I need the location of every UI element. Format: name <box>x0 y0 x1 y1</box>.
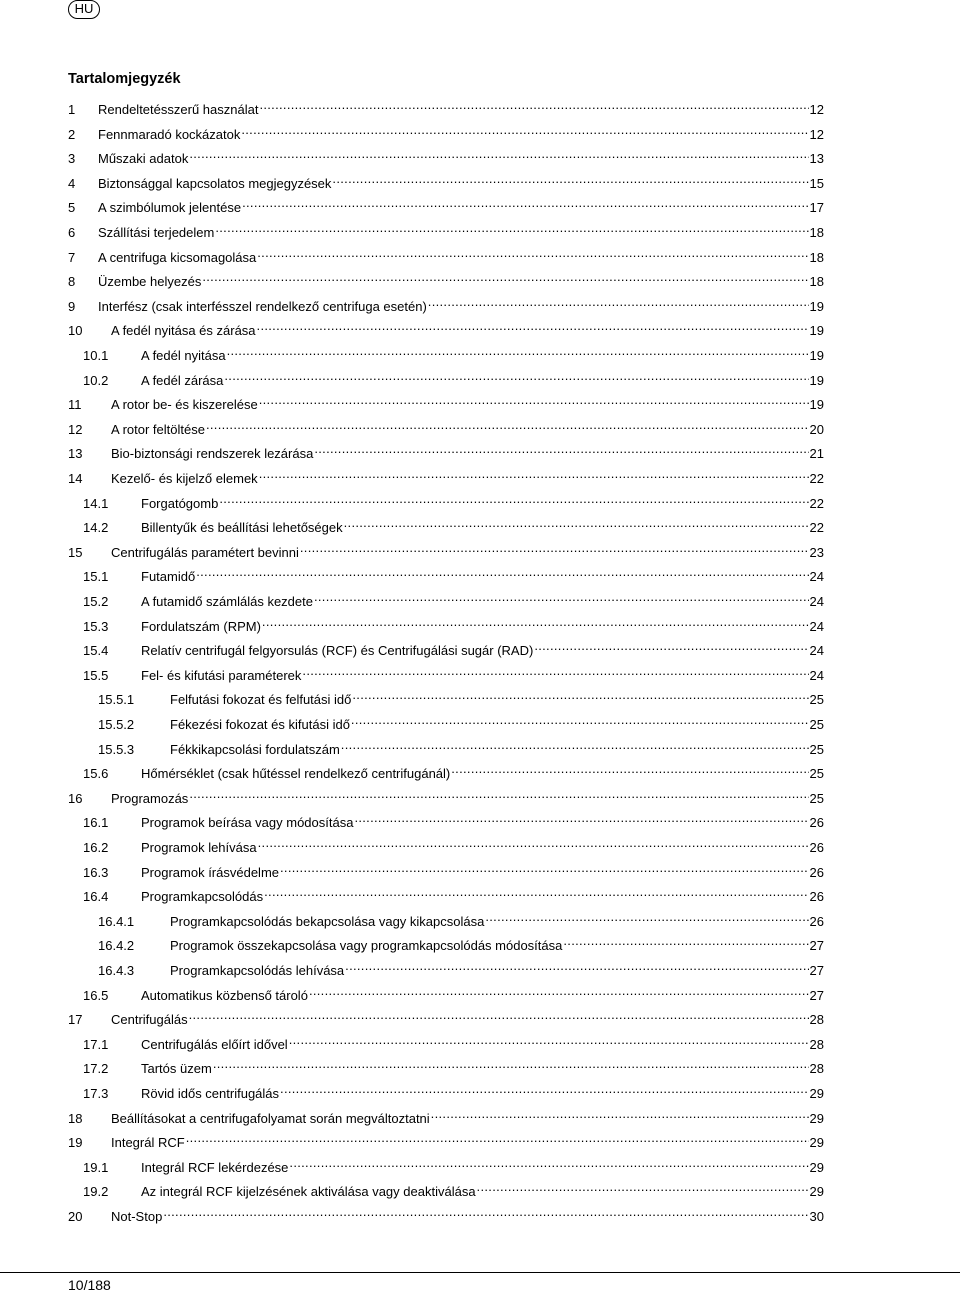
toc-entry[interactable] <box>68 440 824 462</box>
toc-dot-leader <box>215 219 808 237</box>
toc-entry-title: Interfész (csak interfésszel rendelkező centrifuga esetén) <box>98 298 427 314</box>
toc-entry-number: 9 <box>68 298 76 314</box>
toc-entry[interactable] <box>68 96 824 117</box>
toc-entry-page: 19 <box>809 298 824 314</box>
toc-entry[interactable] <box>68 982 824 1003</box>
toc-entry-title: Bio-biztonsági rendszerek lezárása <box>111 446 314 462</box>
toc-entry-page: 26 <box>809 889 824 905</box>
toc-entry-number: 17.1 <box>83 1036 109 1052</box>
toc-dot-leader <box>186 1129 809 1147</box>
toc-dot-leader <box>262 613 809 631</box>
toc-entry-number: 17 <box>68 1012 83 1028</box>
toc-dot-leader <box>242 194 808 212</box>
toc-dot-leader <box>227 342 809 360</box>
toc-entry[interactable] <box>68 883 824 905</box>
toc-dot-leader <box>196 563 808 581</box>
toc-entry-title: Üzembe helyezés <box>98 274 202 290</box>
toc-entry-number: 11 <box>68 397 82 413</box>
toc-entry-title: Automatikus közbenső tároló <box>141 987 308 1003</box>
toc-entry-number: 19 <box>68 1135 83 1151</box>
toc-entry-page: 28 <box>809 1061 824 1077</box>
toc-entry-number: 19.2 <box>83 1184 109 1200</box>
toc-entry-page: 24 <box>809 594 824 609</box>
toc-entry[interactable] <box>68 194 824 216</box>
toc-entry-page: 18 <box>809 225 824 240</box>
toc-dot-leader <box>314 440 808 458</box>
toc-entry[interactable] <box>68 1080 824 1101</box>
toc-entry-number: 2 <box>68 126 76 142</box>
toc-entry-title: Fékkikapcsolási fordulatszám <box>170 741 340 757</box>
toc-entry-page: 12 <box>809 102 824 117</box>
toc-entry-page: 18 <box>809 274 824 290</box>
toc-entry-page: 25 <box>809 741 824 757</box>
toc-entry-title: Fordulatszám (RPM) <box>141 618 261 634</box>
toc-entry-number: 15.5.1 <box>98 692 135 708</box>
toc-entry-page: 28 <box>809 1012 824 1028</box>
toc-entry-page: 13 <box>809 151 824 167</box>
toc-entry-number: 10.1 <box>83 348 109 363</box>
toc-entry-page: 26 <box>809 815 824 831</box>
toc-entry-number: 15 <box>68 544 83 560</box>
toc-entry-title: Not-Stop <box>111 1209 163 1224</box>
toc-entry-title: Relatív centrifugál felgyorsulás (RCF) és Centrifugálási sugár (RAD) <box>141 643 534 659</box>
toc-dot-leader <box>314 588 809 606</box>
toc-dot-leader <box>345 957 808 975</box>
toc-entry-title: Programok összekapcsolása vagy programkapcsolódás módosítása <box>170 938 563 954</box>
toc-dot-leader <box>431 1105 809 1123</box>
toc-entry-page: 21 <box>809 446 824 462</box>
toc-dot-leader <box>264 883 808 901</box>
toc-entry-title: A fedél zárása <box>141 372 224 388</box>
toc-entry-page: 26 <box>809 913 824 929</box>
toc-entry-title: Fékezési fokozat és kifutási idő <box>170 717 350 732</box>
toc-entry-title: Fel- és kifutási paraméterek <box>141 667 302 683</box>
toc-dot-leader <box>219 490 808 508</box>
toc-entry-page: 22 <box>809 471 824 486</box>
toc-entry-title: Programkapcsolódás bekapcsolása vagy kikapcsolása <box>170 913 485 929</box>
toc-entry-title: Futamidő <box>141 569 196 585</box>
toc-entry-page: 25 <box>809 717 824 732</box>
toc-entry-page: 26 <box>809 840 824 855</box>
toc-entry-number: 16.1 <box>83 815 109 831</box>
toc-entry-number: 16.4.1 <box>98 913 135 929</box>
toc-entry[interactable] <box>68 932 824 954</box>
toc-entry-number: 15.4 <box>83 643 109 659</box>
toc-entry-title: A fedél nyitása <box>141 348 226 363</box>
toc-entry-page: 25 <box>809 766 824 782</box>
toc-entry-page: 19 <box>809 372 824 388</box>
toc-entry-title: Programok írásvédelme <box>141 864 279 880</box>
toc-entry[interactable] <box>68 588 824 609</box>
toc-entry[interactable] <box>68 391 824 413</box>
toc-dot-leader <box>213 1055 809 1073</box>
toc-entry[interactable] <box>68 170 824 191</box>
toc-entry-title: Centrifugálás <box>111 1012 188 1028</box>
toc-entry[interactable] <box>68 809 824 831</box>
toc-entry-number: 16.4.2 <box>98 938 135 954</box>
toc-entry[interactable] <box>68 1203 824 1224</box>
toc-dot-leader <box>241 121 808 139</box>
toc-entry-number: 16.5 <box>83 987 109 1003</box>
toc-entry-number: 10.2 <box>83 372 109 388</box>
toc-dot-leader <box>332 170 808 188</box>
toc-entry-page: 25 <box>809 692 824 708</box>
toc-entry-number: 16.4 <box>83 889 109 905</box>
toc-entry[interactable] <box>68 121 824 142</box>
toc-entry-title: A szimbólumok jelentése <box>98 200 242 216</box>
footer-divider <box>0 1272 960 1273</box>
toc-entry-number: 3 <box>68 151 76 167</box>
toc-entry-page: 27 <box>809 938 824 954</box>
toc-entry-page: 23 <box>809 544 824 560</box>
toc-dot-leader <box>257 244 808 262</box>
toc-dot-leader <box>202 268 808 286</box>
toc-entry-title: Felfutási fokozat és felfutási idő <box>170 692 352 708</box>
toc-entry-page: 22 <box>809 520 824 536</box>
toc-entry-page: 19 <box>809 397 824 413</box>
toc-dot-leader <box>534 637 808 655</box>
toc-entry-title: A fedél nyitása és zárása <box>111 323 256 339</box>
toc-entry-title: Műszaki adatok <box>98 151 189 167</box>
toc-entry-page: 15 <box>809 175 824 191</box>
toc-dot-leader <box>352 686 808 704</box>
toc-entry-title: Programkapcsolódás lehívása <box>170 963 345 978</box>
toc-entry-number: 15.5 <box>83 667 109 683</box>
toc-entry-title: A centrifuga kicsomagolása <box>98 249 257 265</box>
toc-entry-page: 29 <box>809 1110 824 1126</box>
toc-entry-number: 15.6 <box>83 766 109 782</box>
toc-entry[interactable] <box>68 859 824 880</box>
toc-entry-title: Programok lehívása <box>141 840 257 855</box>
toc-entry-number: 1 <box>68 102 76 117</box>
toc-entry-page: 28 <box>809 1036 824 1052</box>
toc-entry-page: 24 <box>809 569 824 585</box>
toc-entry-title: Integrál RCF <box>111 1135 185 1151</box>
toc-entry[interactable] <box>68 563 824 585</box>
toc-dot-leader <box>428 293 809 311</box>
toc-entry-number: 17.2 <box>83 1061 109 1077</box>
toc-entry-title: A rotor feltöltése <box>111 421 205 437</box>
toc-entry-page: 29 <box>809 1086 824 1101</box>
toc-entry-page: 25 <box>809 790 824 806</box>
toc-entry[interactable] <box>68 539 824 560</box>
toc-dot-leader <box>302 662 808 680</box>
toc-entry[interactable] <box>68 736 824 757</box>
toc-entry-page: 17 <box>809 200 824 216</box>
toc-entry-title: Forgatógomb <box>141 495 219 511</box>
toc-entry-page: 18 <box>809 249 824 265</box>
toc-entry[interactable] <box>68 662 824 683</box>
toc-dot-leader <box>451 760 808 778</box>
toc-dot-leader <box>477 1178 809 1196</box>
toc-entry-number: 16.3 <box>83 864 109 880</box>
toc-entry-title: Rendeltetésszerű használat <box>98 102 259 117</box>
toc-entry-number: 17.3 <box>83 1086 109 1101</box>
toc-entry-page: 24 <box>809 618 824 634</box>
toc-entry-title: Hőmérséklet (csak hűtéssel rendelkező centrifugánál) <box>141 766 451 782</box>
toc-entry-title: Az integrál RCF kijelzésének aktiválása vagy deaktiválása <box>141 1184 476 1200</box>
toc-entry-title: Biztonsággal kapcsolatos megjegyzések <box>98 175 332 191</box>
toc-entry[interactable] <box>68 145 824 167</box>
toc-dot-leader <box>189 1006 809 1024</box>
toc-entry[interactable] <box>68 785 824 806</box>
toc-entry[interactable] <box>68 686 824 708</box>
toc-entry-number: 16.2 <box>83 840 109 855</box>
toc-entry-title: Fennmaradó kockázatok <box>98 126 241 142</box>
toc-dot-leader <box>189 785 808 803</box>
toc-entry-number: 15.3 <box>83 618 109 634</box>
toc-dot-leader <box>300 539 809 557</box>
toc-entry-page: 29 <box>809 1159 824 1175</box>
toc-dot-leader <box>341 736 809 754</box>
toc-dot-leader <box>259 465 809 483</box>
toc-dot-leader <box>289 1154 808 1172</box>
toc-entry[interactable] <box>68 637 824 659</box>
toc-entry-page: 30 <box>809 1209 824 1224</box>
toc-entry-page: 19 <box>809 348 824 363</box>
toc-entry-number: 14.2 <box>83 520 109 536</box>
toc-entry[interactable] <box>68 219 824 240</box>
toc-entry-page: 26 <box>809 864 824 880</box>
toc-entry[interactable] <box>68 244 824 265</box>
toc-entry-number: 16 <box>68 790 83 806</box>
toc-entry-page: 19 <box>809 323 824 339</box>
toc-entry-number: 15.1 <box>83 569 109 585</box>
toc-dot-leader <box>189 145 808 163</box>
toc-entry-title: Programok beírása vagy módosítása <box>141 815 354 831</box>
toc-entry-page: 24 <box>809 643 824 659</box>
toc-entry-title: Kezelő- és kijelző elemek <box>111 471 258 486</box>
toc-entry-title: A futamidő számlálás kezdete <box>141 594 313 609</box>
toc-dot-leader <box>344 514 809 532</box>
toc-entry[interactable] <box>68 1006 824 1028</box>
toc-entry[interactable] <box>68 342 824 363</box>
toc-entry-number: 6 <box>68 225 76 240</box>
toc-entry-number: 14.1 <box>83 495 109 511</box>
toc-entry-number: 7 <box>68 249 76 265</box>
toc-dot-leader <box>289 1031 809 1049</box>
toc-entry-title: A rotor be- és kiszerelése <box>111 397 258 413</box>
toc-entry[interactable] <box>68 1154 824 1175</box>
toc-entry-page: 27 <box>809 963 824 978</box>
toc-dot-leader <box>309 982 809 1000</box>
toc-dot-leader <box>351 711 809 729</box>
toc-entry-title: Rövid idős centrifugálás <box>141 1086 280 1101</box>
toc-entry-number: 16.4.3 <box>98 963 135 978</box>
toc-entry-title: Szállítási terjedelem <box>98 225 215 240</box>
toc-dot-leader <box>280 859 809 877</box>
toc-entry-title: Centrifugálás előírt idővel <box>141 1036 288 1052</box>
toc-entry[interactable] <box>68 957 824 978</box>
toc-entry-page: 24 <box>809 667 824 683</box>
toc-dot-leader <box>258 834 809 852</box>
toc-entry-title: Centrifugálás paramétert bevinni <box>111 544 299 560</box>
toc-entry[interactable] <box>68 416 824 437</box>
toc-entry[interactable] <box>68 834 824 855</box>
toc-entry[interactable] <box>68 367 824 388</box>
toc-dot-leader <box>485 908 808 926</box>
toc-dot-leader <box>563 932 808 950</box>
toc-entry-page: 29 <box>809 1135 824 1151</box>
toc-entry-title: Beállításokat a centrifugafolyamat során megváltoztatni <box>111 1110 430 1126</box>
toc-dot-leader <box>206 416 809 434</box>
toc-entry[interactable] <box>68 711 824 732</box>
toc-entry-number: 15.5.3 <box>98 741 135 757</box>
toc-dot-leader <box>259 96 808 114</box>
toc-entry[interactable] <box>68 1129 824 1151</box>
toc-entry[interactable] <box>68 760 824 782</box>
toc-entry-number: 5 <box>68 200 76 216</box>
toc-entry[interactable] <box>68 1055 824 1077</box>
toc-entry[interactable] <box>68 514 824 536</box>
toc-entry[interactable] <box>68 1105 824 1126</box>
toc-entry-number: 18 <box>68 1110 83 1126</box>
toc-entry[interactable] <box>68 1031 824 1052</box>
toc-dot-leader <box>354 809 808 827</box>
language-badge: HU <box>68 0 100 19</box>
toc-dot-leader <box>257 317 809 335</box>
toc-entry-page: 22 <box>809 495 824 511</box>
toc-entry-page: 29 <box>809 1184 824 1200</box>
toc-entry[interactable] <box>68 908 824 929</box>
toc-entry-title: Tartós üzem <box>141 1061 212 1077</box>
toc-entry[interactable] <box>68 293 824 314</box>
toc-entry-number: 10 <box>68 323 83 339</box>
toc-entry-number: 12 <box>68 421 83 437</box>
toc-entry-number: 20 <box>68 1209 83 1224</box>
toc-entry-title: Programkapcsolódás <box>141 889 264 905</box>
toc-entry-number: 15.5.2 <box>98 717 135 732</box>
toc-entry-title: Programozás <box>111 790 189 806</box>
toc-entry[interactable] <box>68 317 824 339</box>
toc-entry[interactable] <box>68 490 824 511</box>
toc-entry-number: 19.1 <box>83 1159 109 1175</box>
toc-entry-page: 12 <box>809 126 824 142</box>
toc-entry-page: 27 <box>809 987 824 1003</box>
toc-entry-page: 20 <box>809 421 824 437</box>
toc-entry-number: 8 <box>68 274 76 290</box>
toc-entry[interactable] <box>68 613 824 634</box>
toc-entry[interactable] <box>68 268 824 290</box>
toc-dot-leader <box>280 1080 809 1098</box>
toc-entry-title: Integrál RCF lekérdezése <box>141 1159 289 1175</box>
toc-entry-title: Billentyűk és beállítási lehetőségek <box>141 520 343 536</box>
toc-dot-leader <box>259 391 809 409</box>
toc-title: Tartalomjegyzék <box>68 71 181 87</box>
toc-dot-leader <box>224 367 808 385</box>
footer-page-number: 10/188 <box>68 1277 111 1293</box>
toc-entry-number: 15.2 <box>83 594 109 609</box>
toc-entry[interactable] <box>68 1178 824 1200</box>
toc-entry-number: 4 <box>68 175 76 191</box>
toc-entry-number: 13 <box>68 446 83 462</box>
toc-entry-number: 14 <box>68 471 83 486</box>
toc-dot-leader <box>163 1203 808 1221</box>
toc-entry[interactable] <box>68 465 824 486</box>
